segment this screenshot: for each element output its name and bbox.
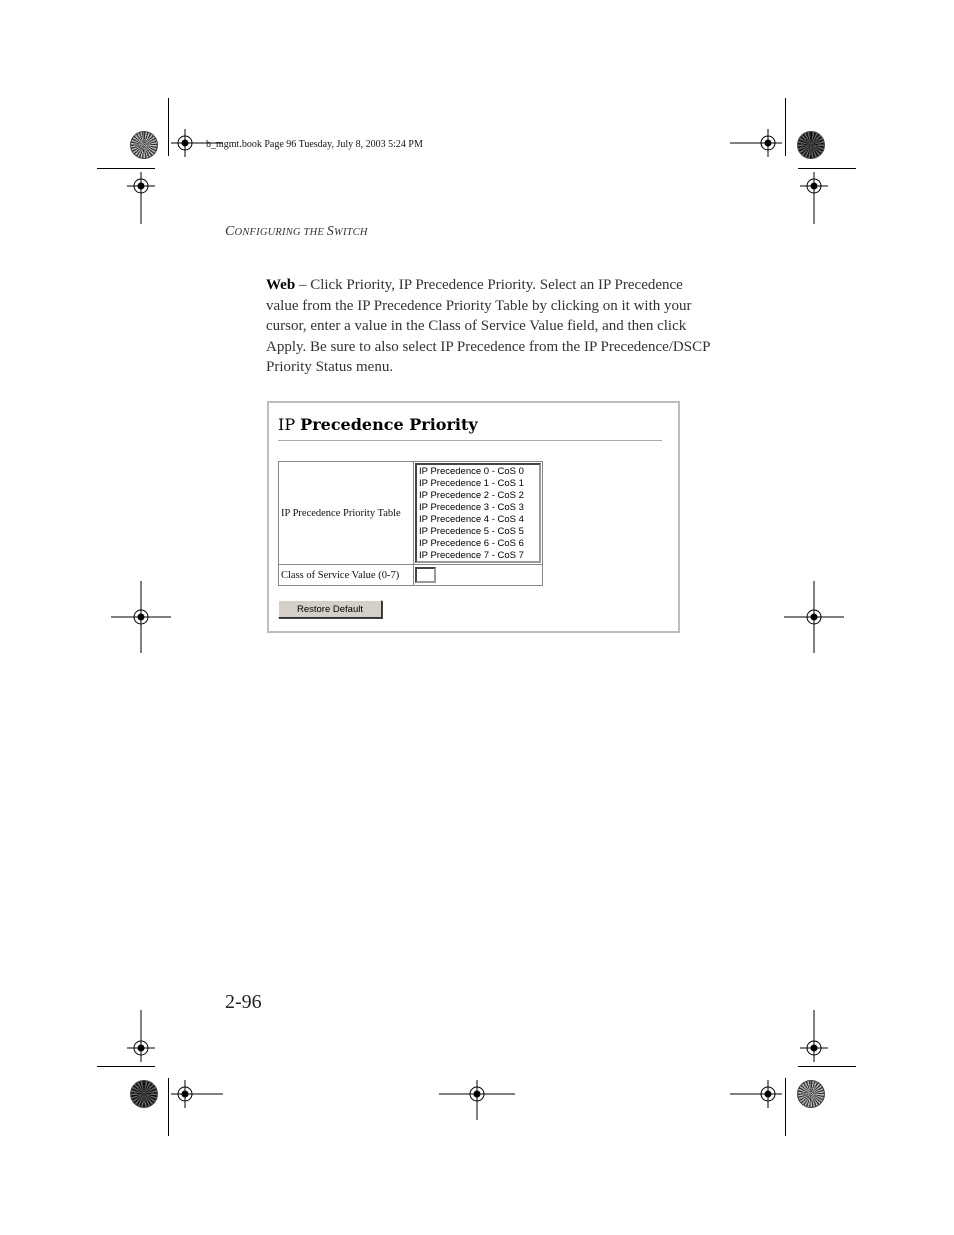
- cos-input-cell: [413, 564, 543, 586]
- registration-target-icon: [800, 172, 828, 224]
- table-label-cell: [278, 461, 414, 565]
- ip-precedence-listbox[interactable]: [415, 463, 541, 563]
- registration-target-icon: [800, 1010, 828, 1062]
- list-item[interactable]: IP Precedence 2 - CoS 2: [419, 490, 524, 501]
- priority-table-label: IP Precedence Priority Table: [281, 507, 401, 519]
- panel-title: IP Precedence Priority: [278, 415, 478, 434]
- registration-target-icon: [730, 129, 782, 157]
- registration-target-icon: [784, 581, 844, 653]
- title-divider: [278, 440, 662, 441]
- registration-target-icon: [127, 172, 155, 224]
- registration-target-icon: [127, 1010, 155, 1062]
- list-item[interactable]: IP Precedence 5 - CoS 5: [419, 526, 524, 537]
- restore-default-button[interactable]: Restore Default: [278, 600, 382, 618]
- ip-precedence-panel: [267, 401, 680, 633]
- list-item[interactable]: IP Precedence 0 - CoS 0: [419, 466, 524, 477]
- registration-target-icon: [439, 1080, 515, 1120]
- list-item[interactable]: IP Precedence 6 - CoS 6: [419, 538, 524, 549]
- registration-target-icon: [111, 581, 171, 653]
- registration-target-icon: [171, 1080, 223, 1108]
- section-header: CONFIGURING THE SWITCH: [225, 224, 368, 239]
- list-item[interactable]: IP Precedence 7 - CoS 7: [419, 550, 524, 561]
- list-item[interactable]: IP Precedence 1 - CoS 1: [419, 478, 524, 489]
- print-slug: b_mgmt.book Page 96 Tuesday, July 8, 2003 5:24 PM: [206, 139, 423, 150]
- body-paragraph: [266, 275, 716, 378]
- table-list-cell: [413, 461, 543, 565]
- cos-label-cell: [278, 564, 414, 586]
- registration-target-icon: [730, 1080, 782, 1108]
- body-text: – Click Priority, IP Precedence Priority. Select an IP Precedence value from the IP Precedence Priority Table by clicking on it with your cursor, enter a value in the Class of Service Value field, and then click Apply. Be sure to also select IP Precedence from the IP Precedence/DSCP Priority Status menu.: [266, 277, 710, 375]
- list-item[interactable]: IP Precedence 3 - CoS 3: [419, 502, 524, 513]
- body-lead: Web: [266, 277, 296, 293]
- page-number: 2-96: [225, 991, 262, 1013]
- cos-value-input[interactable]: [415, 567, 436, 583]
- list-item[interactable]: IP Precedence 4 - CoS 4: [419, 514, 524, 525]
- cos-value-label: Class of Service Value (0-7): [281, 569, 400, 581]
